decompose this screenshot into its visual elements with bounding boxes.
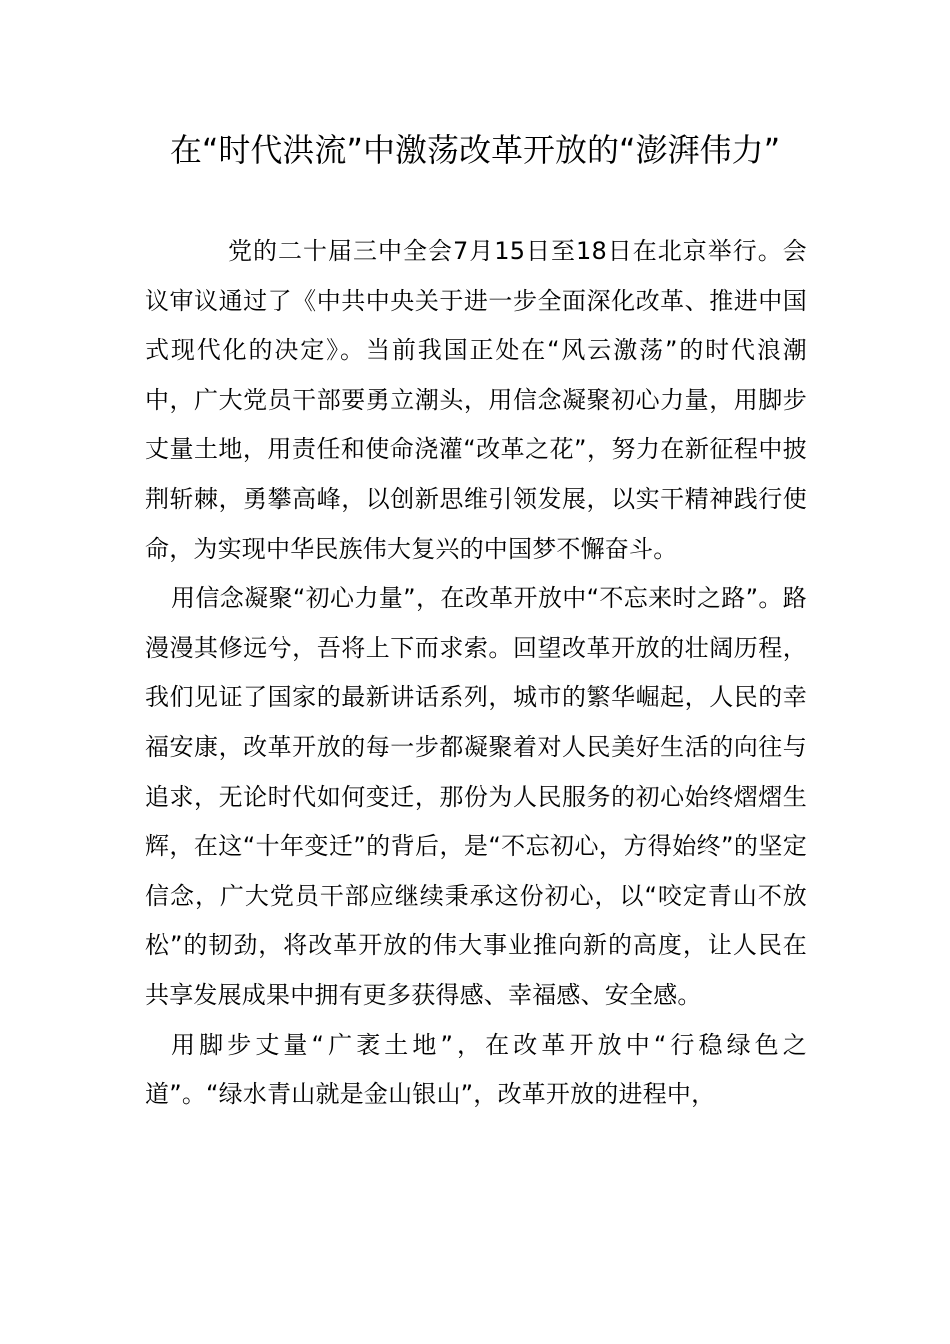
paragraph-green-path: 用脚步丈量“广袤土地”，在改革开放中“行稳绿色之道”。“绿水青山就是金山银山”，改革开放的进程中， [145, 1030, 807, 1109]
document-title: 在“时代洪流”中激荡改革开放的“澎湃伟力” [169, 131, 781, 169]
paragraph-initial-aspiration: 用信念凝聚“初心力量”，在改革开放中“不忘来时之路”。路漫漫其修远兮，吾将上下而求索。回望改革开放的壮阔历程，我们见证了国家的最新讲话系列，城市的繁华崛起，人民的幸福安康，改革开放的每一步都凝聚着对人民美好生活的向往与追求，无论时代如何变迁，那份为人民服务的初心始终熠熠生辉，在这“十年变迁”的背后，是“不忘初心，方得始终”的坚定信念，广大党员干部应继续秉承这份初心，以“咬定青山不放松”的韧劲，将改革开放的伟大事业推向新的高度，让人民在共享发展成果中拥有更多获得感、幸福感、安全感。 [145, 584, 807, 1009]
document-body [145, 227, 807, 1120]
paragraph-intro: 党的二十届三中全会7月15日至18日在北京举行。会议审议通过了《中共中央关于进一步全面深化改革、推进中国式现代化的决定》。当前我国正处在“风云激荡”的时代浪潮中，广大党员干部要勇立潮头，用信念凝聚初心力量，用脚步丈量土地，用责任和使命浇灌“改革之花”，努力在新征程中披荆斩棘，勇攀高峰，以创新思维引领发展，以实干精神践行使命，为实现中华民族伟大复兴的中国梦不懈奋斗。 [145, 237, 807, 563]
